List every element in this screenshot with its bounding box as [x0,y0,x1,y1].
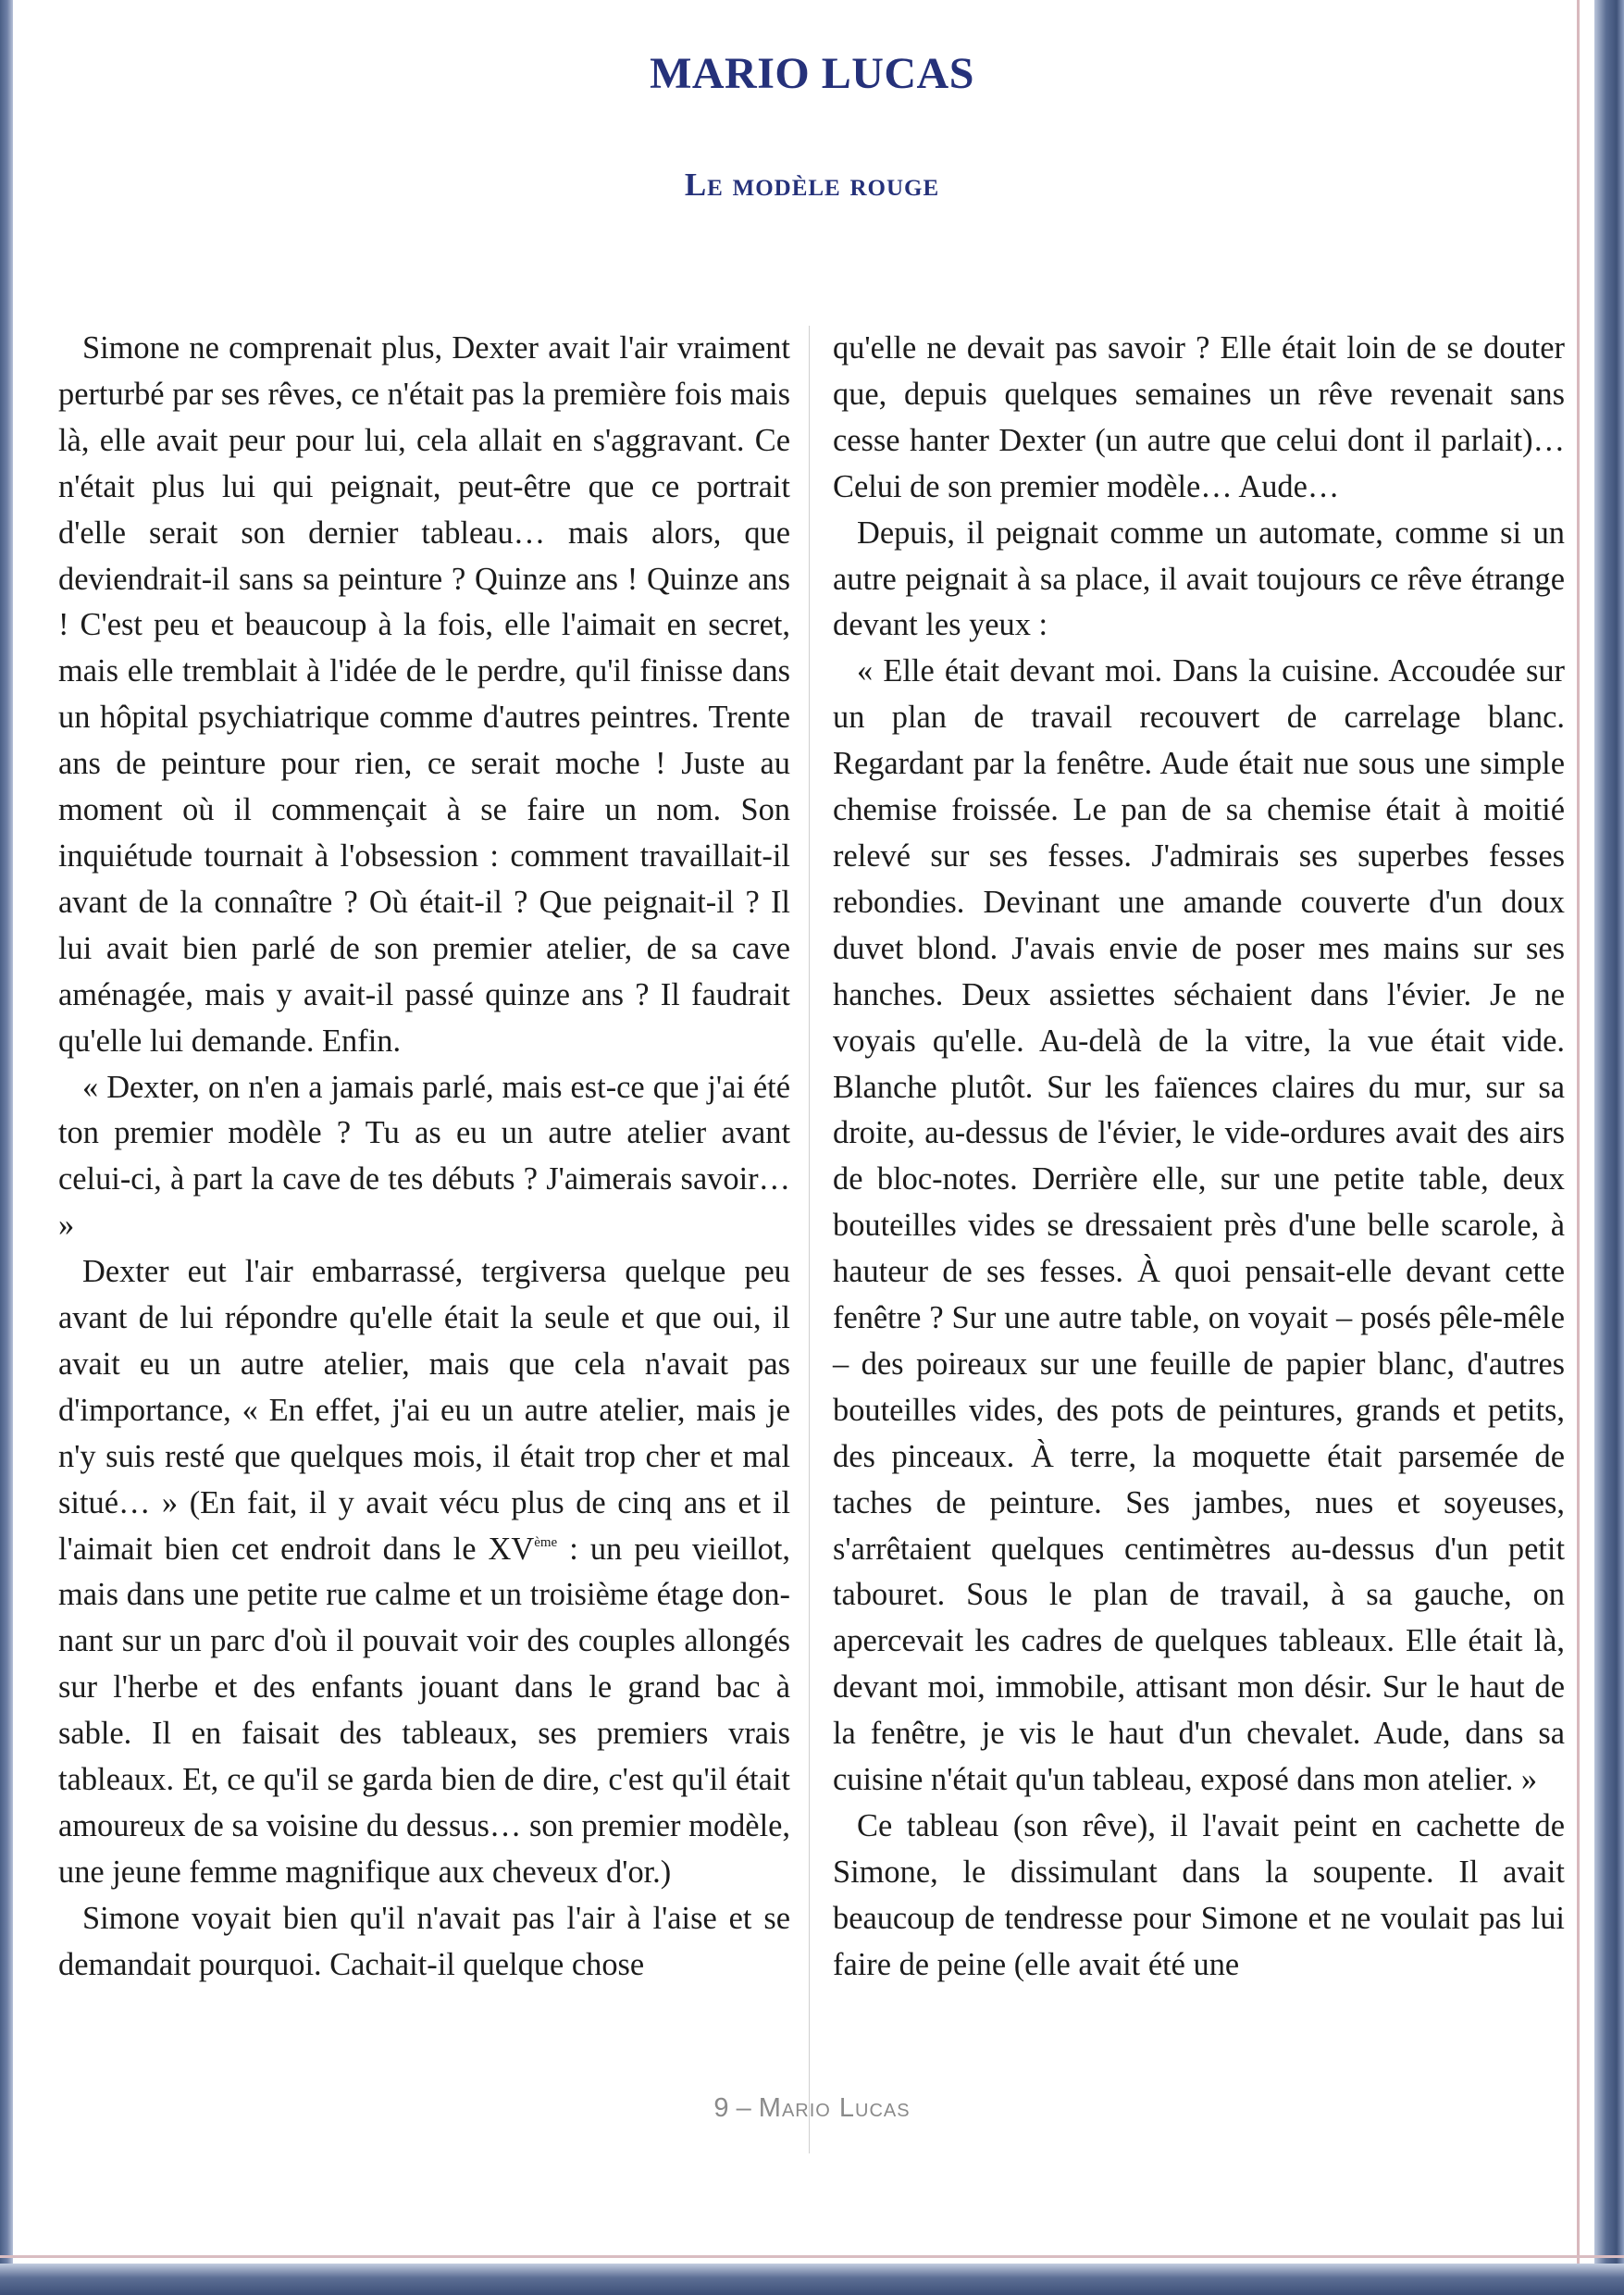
page-frame-right-line [1577,0,1580,2295]
paragraph: « Dexter, on n'en a jamais parlé, mais est-ce que j'ai été ton premier modèle ? Tu as eu un autre atelier avant celui-ci, à part la cave de tes débuts ? J'aimerais savoir… » [58,1069,790,1244]
paragraph: Simone voyait bien qu'il n'avait pas l'air à l'aise et se demandait pourquoi. Cachait-il quelque chose [58,1900,790,1982]
page-number: 9 [713,2093,729,2123]
paragraph: Depuis, il peignait comme un automate, comme si un autre peignait à sa place, il avait toujours ce rêve étrange devant les yeux : [833,515,1565,643]
paragraph: « Elle était devant moi. Dans la cuisine. Accoudée sur un plan de travail recouvert de carrelage blanc. Regardant par la fenêtre. Aude était nue sous une simple chemise froissée. Le pan de sa chemise était à moitié relevé sur ses fesses. J'admirais ses superbes fesses rebondies. Devinant une amande couverte d'un doux duvet blond. J'avais envie de poser mes mains sur ses hanches. Deux assiettes séchaient dans l'évier. Je ne voyais qu'elle. Au-delà de la vitre, la vue était vide. Blanche plutôt. Sur les faïences claires du mur, sur sa droite, au-dessus de l'évier, le vide-ordures avait des airs de bloc-notes. Derrière elle, sur une petite table, deux bouteilles vides se dressaient près d'une belle scarole, à hauteur de ses fesses. À quoi pensait-elle devant cette fenêtre ? Sur une autre table, on voyait – posés pêle-mêle – des poireaux sur une feuille de papier blanc, d'autres bouteilles vides, des pots de peintures, grands et petits, des pinceaux. À terre, la moquette était parsemée de taches de peinture. Ses jambes, nues et soyeuses, s'arrêtaient quelques centimètres au-dessus d'un petit tabouret. Sous le plan de travail, à sa gauche, on apercevait les cadres de quelques tableaux. Elle était là, devant moi, immobile, attisant mon désir. Sur le haut de la fenêtre, je vis le haut d'un chevalet. Aude, dans sa cuisine n'était qu'un tableau, exposé dans mon atelier. » [833,653,1565,1798]
page-frame-bottom [0,2264,1624,2295]
paragraph [58,1249,790,1896]
paragraph: Ce tableau (son rêve), il l'avait peint en cachette de Simone, le dissimulant dans la soupente. Il avait beaucoup de tendresse pour Simone et ne voulait pas lui faire de peine (elle avait été une [833,1808,1565,1982]
story-title: Le modèle rouge [684,167,940,203]
paragraph: qu'elle ne devait pas savoir ? Elle était loin de se douter que, depuis quelques semaines un rêve revenait sans cesse hanter Dexter (un autre que celui dont il parlait)… Celui de son premier modèle… Aude… [833,330,1565,504]
page-frame-right [1594,0,1624,2295]
page-footer [0,2093,1624,2124]
left-column [58,326,790,2158]
paragraph: Simone ne comprenait plus, Dexter avait l'air vraiment perturbé par ses rêves, ce n'était pas la première fois mais là, elle avait peur pour lui, cela allait en s'aggravant. Ce n'était plus lui qui peignait, peut-être que ce portrait d'elle serait son dernier tableau… mais alors, que deviendrait-il sans sa peinture ? Quinze ans ! Quinze ans ! C'est peu et beaucoup à la fois, elle l'aimait en secret, mais elle tremblait à l'idée de le perdre, qu'il finisse dans un hôpital psychiatrique comme d'autres peintres. Trente ans de peinture pour rien, ce serait moche ! Juste au moment où il commençait à se faire un nom. Son inquiétude tournait à l'obsession : comment travaillait-il avant de la connaître ? Où était-il ? Que peignait-il ? Il lui avait bien parlé de son premier atelier, de sa cave aménagée, mais y avait-il passé quinze ans ? Il faudrait qu'elle lui demande. Enfin. [58,330,790,1059]
author-heading: MARIO LUCAS [650,49,974,98]
column-divider [809,326,810,2153]
footer-separator: – [728,2093,759,2123]
text-columns [58,326,1565,2158]
paragraph-text: Dexter eut l'air embarrassé, tergiversa quelque peu avant de lui répondre qu'elle était la seule et que oui, il avait eu un autre atelier, mais que cela n'avait pas d'importance, « En effet, j'ai eu un autre atelier, mais je n'y suis resté que quelques mois, il était trop cher et mal situé… » (En fait, il y avait vécu plus de cinq ans et il l'aimait bien cet endroit dans le XV [58,1254,790,1567]
right-column [833,326,1565,2158]
page-frame-left [0,0,13,2295]
page-frame-bottom-line [0,2255,1624,2258]
footer-author: Mario Lucas [758,2093,911,2123]
paragraph-text: : un peu vieillot, mais dans une petite rue calme et un troisième étage donnant sur un parc d'où il pouvait voir des couples allongés sur l'herbe et des enfants jouant dans le grand bac à sable. Il en faisait des tableaux, ses premiers vrais tableaux. Et, ce qu'il se garda bien de dire, c'est qu'il était amoureux de sa voisine du dessus… son premier modèle, une jeune femme magnifique aux cheveux d'or.) [58,1531,790,1890]
superscript: ème [534,1534,558,1550]
